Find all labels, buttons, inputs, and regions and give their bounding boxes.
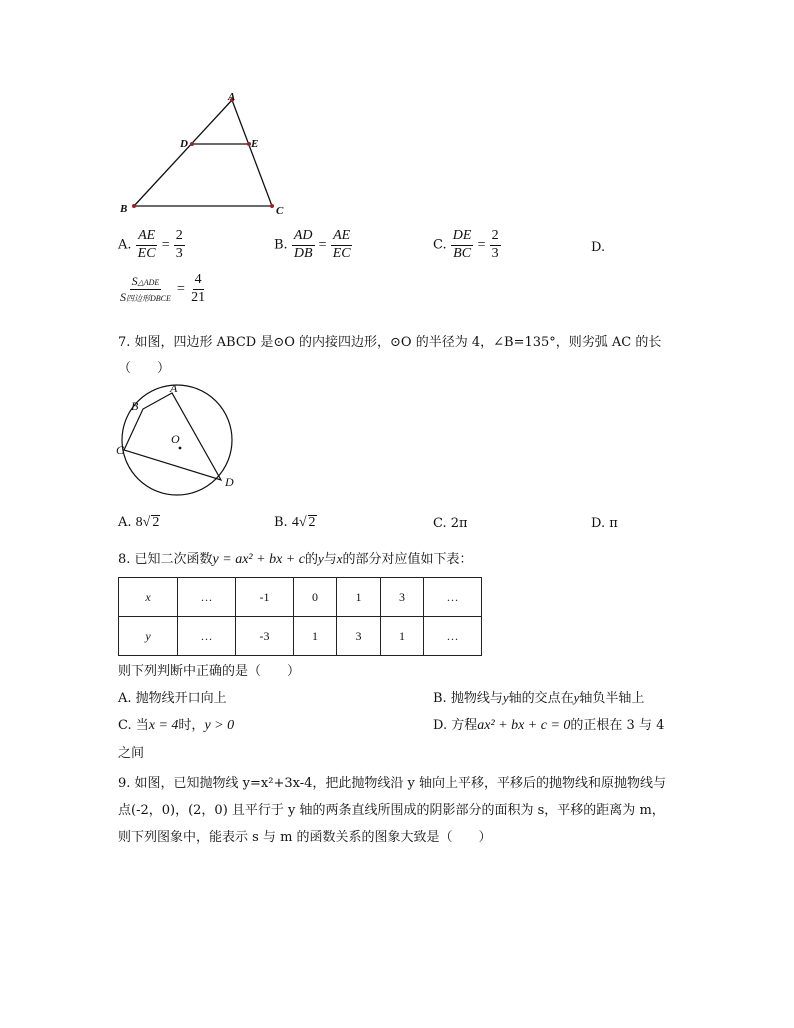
q8-option-c[interactable]: C. 当x = 4时，y > 0 <box>118 718 235 733</box>
label-B: B <box>120 203 128 215</box>
circle-label-D: D <box>225 475 234 489</box>
label-E: E <box>251 138 259 150</box>
q7-stem: 7. 如图，四边形 ABCD 是⊙O 的内接四边形，⊙O 的半径为 4，∠B=135°，则劣弧 AC 的长 <box>118 335 662 350</box>
value-table <box>118 577 482 656</box>
q7-paren: （ ） <box>118 361 171 376</box>
q7-option-b[interactable]: B. 4√ 2 <box>274 515 316 530</box>
label-A: A <box>228 91 236 103</box>
q8-option-a[interactable]: A. 抛物线开口向上 <box>118 691 227 706</box>
q6-option-d-letter[interactable]: D. <box>591 240 606 255</box>
q8-option-d-cont: 之间 <box>118 746 145 761</box>
q8-stem: 8. 已知二次函数y = ax² + bx + c的y与x的部分对应值如下表： <box>118 551 473 567</box>
table-row-y: y … -3 1 3 1 … <box>119 617 482 656</box>
q7-option-d[interactable]: D. π <box>591 516 618 531</box>
q7-option-c[interactable]: C. 2π <box>433 516 468 531</box>
circle-label-B: B <box>131 399 139 413</box>
q8-option-d[interactable]: D. 方程ax² + bx + c = 0的正根在 3 与 4 <box>433 718 665 733</box>
q8-prompt: 则下列判断中正确的是（ ） <box>118 664 301 679</box>
q9-line-2: 点(-2，0)，(2，0) 且平行于 y 轴的两条直线所围成的阴影部分的面积为 s，平移的距离为 m， <box>118 803 665 818</box>
q7-option-a[interactable]: A. 8√ 2 <box>118 515 160 530</box>
circle-label-O: O <box>171 432 180 446</box>
q9-line-3: 则下列图象中，能表示 s 与 m 的函数关系的图象大致是（ ） <box>118 830 492 845</box>
q6-option-d-formula: $\frac{\text{S△ADE}}{\text{S四边形DBCE}}$ = $\frac{4}{21}$ <box>120 272 206 305</box>
q8-option-b[interactable]: B. 抛物线与y轴的交点在y轴负半轴上 <box>433 690 645 706</box>
circle-label-A: A <box>170 381 178 395</box>
q6-option-c[interactable]: C. $\frac{DE}{BC}$ = $\frac{2}{3}$ <box>433 228 499 261</box>
label-C: C <box>276 205 284 217</box>
q6-option-a[interactable]: A. $\frac{AE}{EC}$ = $\frac{2}{3}$ <box>118 228 183 261</box>
q6-option-b[interactable]: B. $\frac{AD}{DB}$ = $\frac{AE}{EC}$ <box>274 228 351 261</box>
table-row-x: x … -1 0 1 3 … <box>119 578 482 617</box>
circle-label-C: C <box>116 443 125 457</box>
label-D: D <box>180 138 188 150</box>
triangle-figure <box>110 88 300 223</box>
q9-line-1: 9. 如图，已知抛物线 y=x²+3x-4，把此抛物线沿 y 轴向上平移，平移后的抛物线和原抛物线与 <box>118 776 666 791</box>
